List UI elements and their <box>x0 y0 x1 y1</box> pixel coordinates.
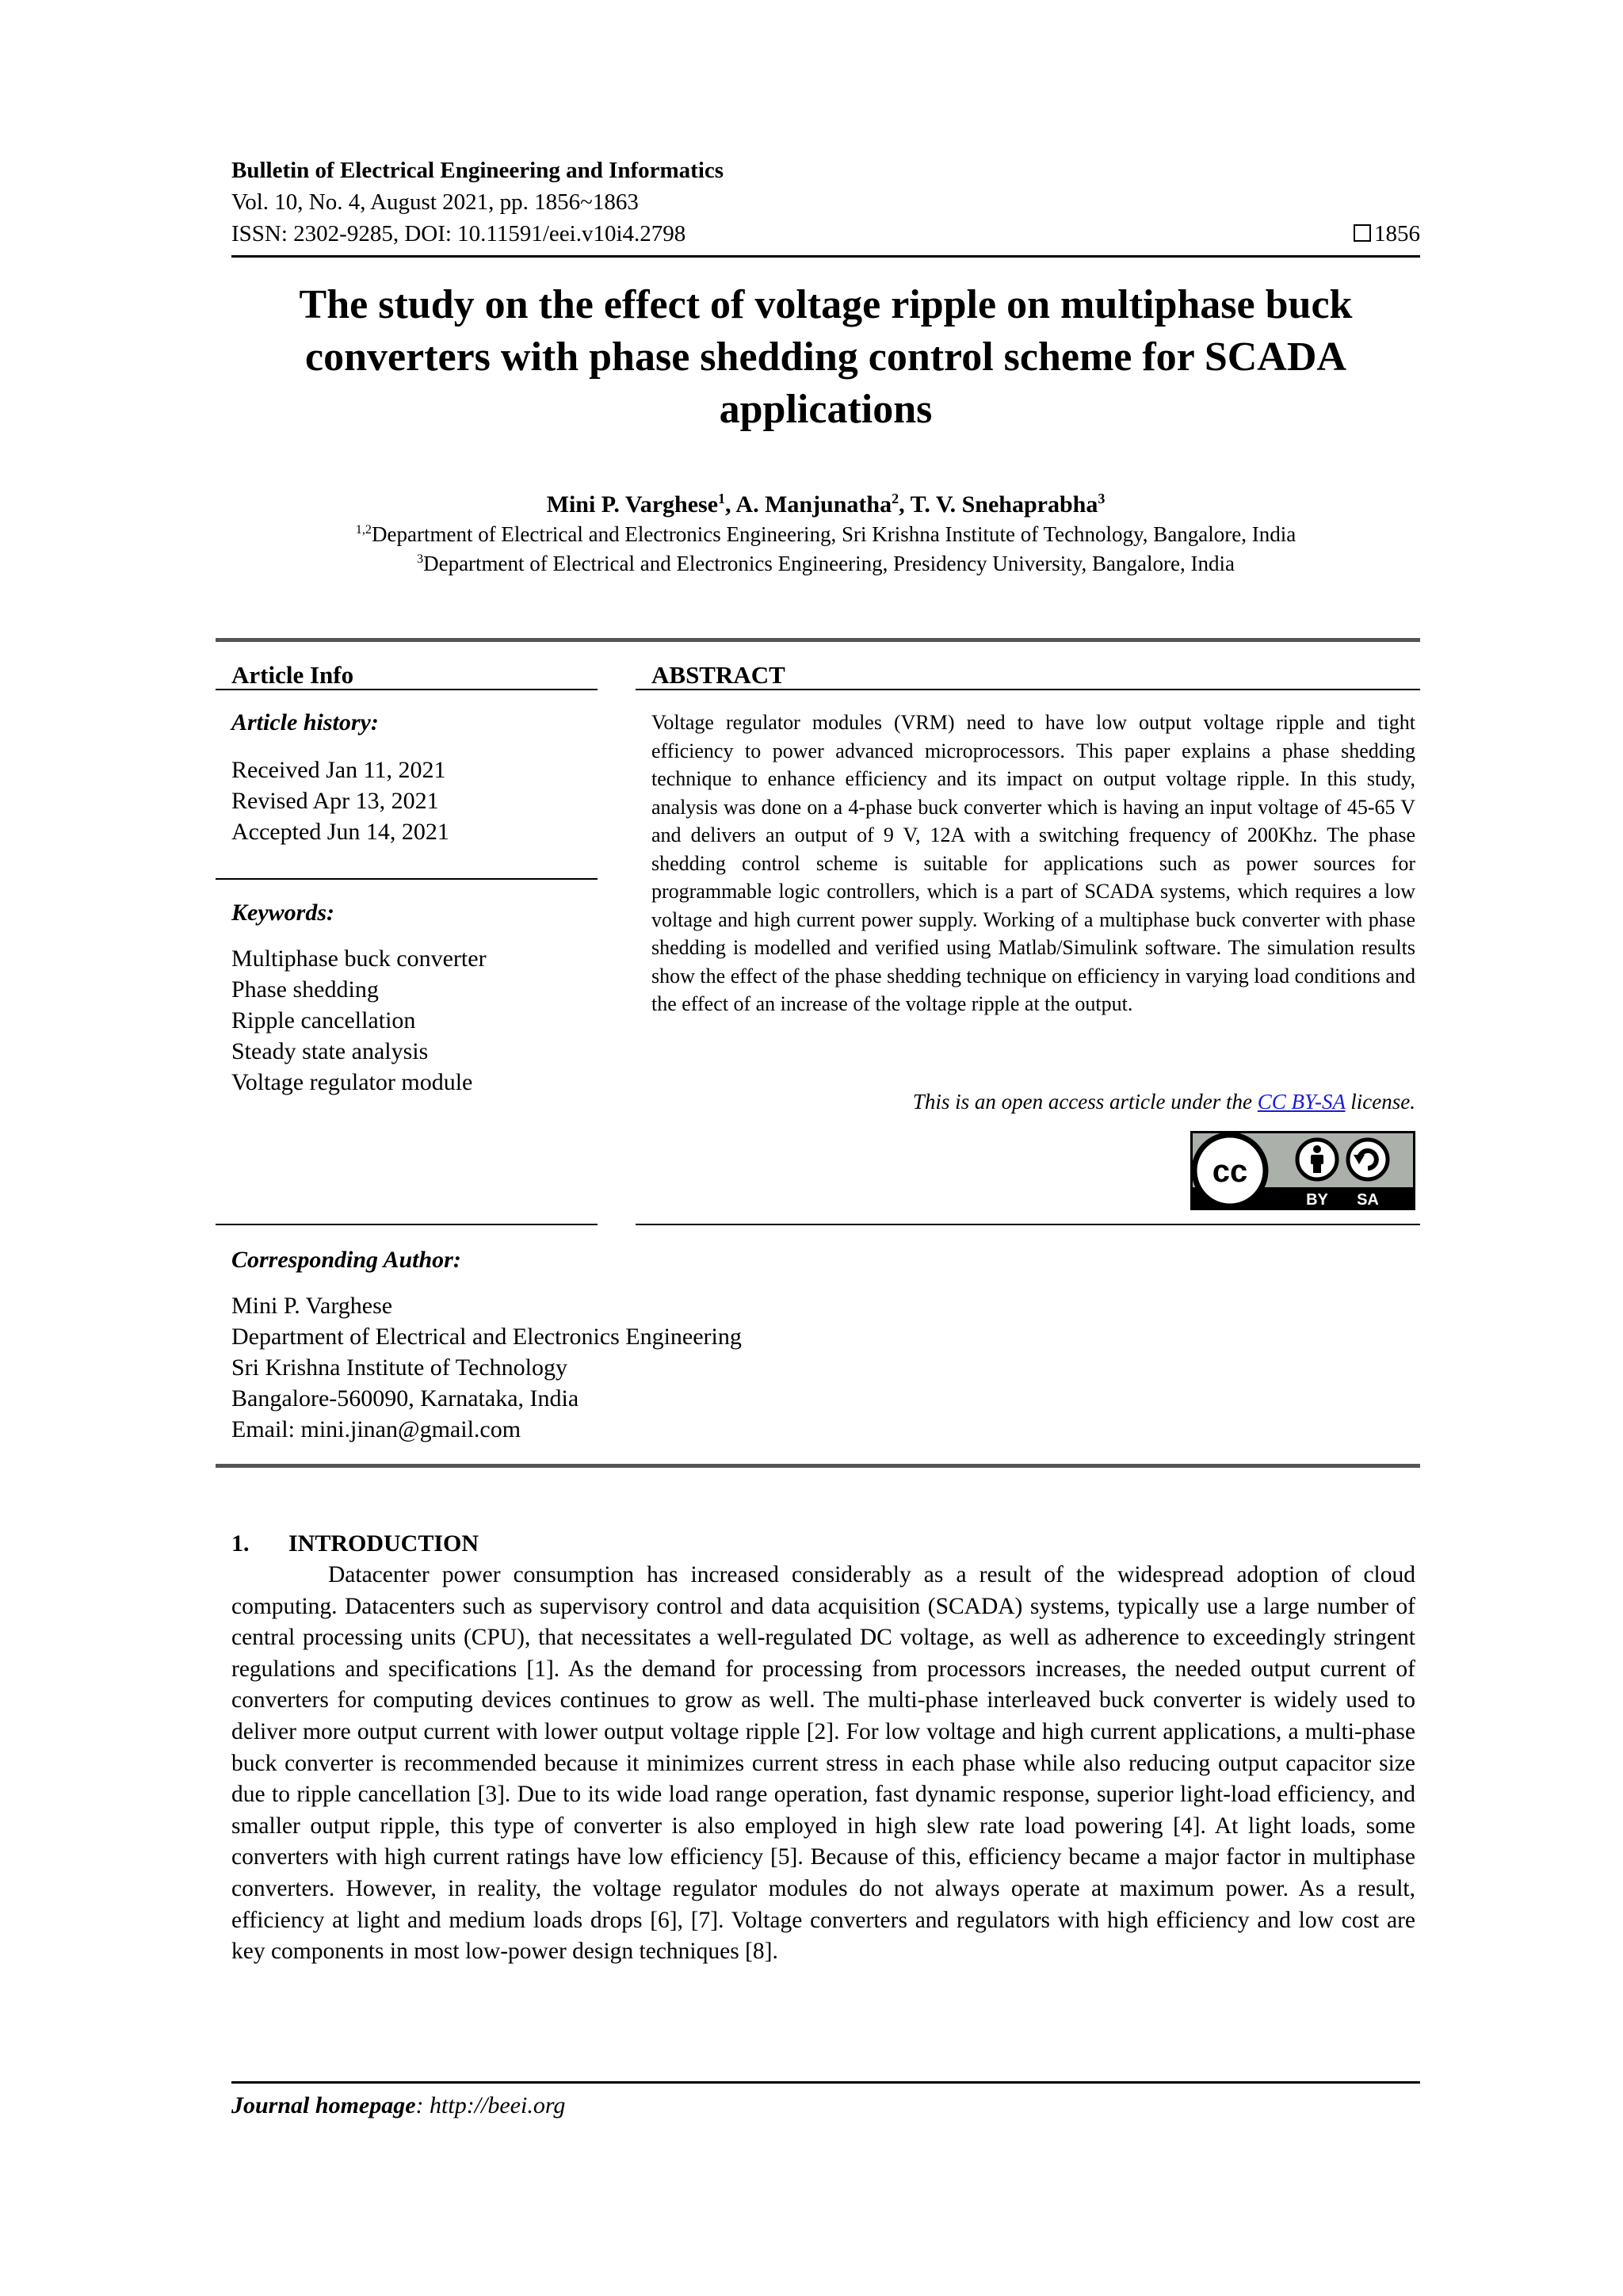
corresponding-email: Email: mini.jinan@gmail.com <box>231 1416 521 1442</box>
keywords-rule <box>216 878 598 880</box>
homepage-label: Journal homepage <box>231 2092 416 2118</box>
issn-line: ISSN: 2302-9285, DOI: 10.11591/eei.v10i4.2798 <box>231 221 686 246</box>
license-suffix: license. <box>1345 1090 1415 1114</box>
author: Mini P. Varghese <box>546 491 719 518</box>
journal-homepage <box>231 2090 565 2122</box>
accepted-date: Accepted Jun 14, 2021 <box>231 819 449 845</box>
attribution-icon <box>1297 1140 1337 1179</box>
square-icon <box>1354 224 1371 242</box>
affiliation-text: Department of Electrical and Electronics Engineering, Sri Krishna Institute of Technology, Bangalore, India <box>372 522 1296 546</box>
svg-text:cc: cc <box>1212 1154 1248 1189</box>
section-number: 1. <box>231 1530 250 1557</box>
history-dates <box>231 755 449 847</box>
corresponding-dept: Department of Electrical and Electronics Engineering <box>231 1324 742 1350</box>
authors: Mini P. Varghese$^1$, A. Manjunatha$^2$, T. V. Snehaprabha$^3$ <box>546 491 1106 518</box>
affiliations <box>231 520 1420 579</box>
abstract-text: Voltage regulator modules (VRM) need to have low output voltage ripple and tight efficiency to power advanced microprocessors. This paper explains a phase shedding technique to enhance efficiency and its impact on output voltage ripple. In this study, analysis was done on a 4-phase buck converter which is having an input voltage of 45-65 V and delivers an output of 9 V, 12A with a switching frequency of 200Khz. The phase shedding control scheme is suitable for applications such as power sources for programmable logic controllers, which is a part of SCADA systems, which requires a low voltage and high current power supply. Working of a multiphase buck converter with phase shedding is modelled and verified using Matlab/Simulink software. The simulation results show the effect of the phase shedding technique on efficiency in varying load conditions and the effect of an increase of the voltage ripple at the output. <box>651 711 1415 1015</box>
badge-sa-label: SA <box>1357 1191 1379 1209</box>
section-title: INTRODUCTION <box>288 1530 479 1557</box>
author-sup: 1 <box>718 491 726 506</box>
info-bottom-rule <box>216 1464 1420 1468</box>
keywords-label: Keywords: <box>231 900 334 926</box>
received-date: Received Jan 11, 2021 <box>231 757 446 783</box>
keyword-item: Voltage regulator module <box>231 1069 473 1095</box>
cc-by-sa-link[interactable]: CC BY-SA <box>1257 1090 1346 1114</box>
introduction-heading <box>231 1528 479 1560</box>
article-history-label: Article history: <box>231 709 379 735</box>
revised-date: Revised Apr 13, 2021 <box>231 788 439 814</box>
info-top-rule <box>216 638 1420 642</box>
affiliation <box>231 549 1420 579</box>
author: T. V. Snehaprabha <box>910 491 1098 518</box>
journal-name: Bulletin of Electrical Engineering and Informatics <box>231 158 724 183</box>
affiliation-sup: 3 <box>417 552 424 566</box>
volume-line: Vol. 10, No. 4, August 2021, pp. 1856~1863 <box>231 189 639 215</box>
keyword-item: Phase shedding <box>231 976 379 1003</box>
affiliation-text: Department of Electrical and Electronics Engineering, Presidency University, Bangalore, India <box>423 552 1235 575</box>
cc-icon <box>1194 1135 1266 1206</box>
page-number-value: 1856 <box>1374 221 1420 246</box>
author: A. Manjunatha <box>735 491 892 518</box>
abstract-heading: ABSTRACT <box>651 661 785 689</box>
corresponding-details <box>231 1290 742 1445</box>
share-alike-icon <box>1348 1140 1388 1179</box>
author-sup: 2 <box>892 491 899 506</box>
article-info-heading: Article Info <box>231 661 354 689</box>
author-sup: 3 <box>1098 491 1106 506</box>
keyword-item: Steady state analysis <box>231 1038 429 1064</box>
affiliation-sup: 1,2 <box>355 522 372 537</box>
corresponding-name: Mini P. Varghese <box>231 1293 393 1319</box>
introduction-text: Datacenter power consumption has increased considerably as a result of the widespread adoption of cloud computing. Datacenters such as supervisory control and data acquisition (SCADA) systems, typically use a large number of central processing units (CPU), that necessitates a well-regulated DC voltage, as well as adherence to exceedingly stringent regulations and specifications [1]. As the demand for processing from processors increases, the needed output current of converters for computing devices continues to grow as well. The multi-phase interleaved buck converter is widely used to deliver more output current with lower output voltage ripple [2]. For low voltage and high current applications, a multi-phase buck converter is recommended because it minimizes current stress in each phase while also reducing output capacitor size due to ripple cancellation [3]. Due to its wide load range operation, fast dynamic response, superior light-load efficiency, and smaller output ripple, this type of converter is also employed in high slew rate load powering [4]. At light loads, some converters with high current ratings have low efficiency [5]. Because of this, efficiency became a major factor in multiphase converters. However, in reality, the voltage regulator modules do not always operate at maximum power. As a result, efficiency at light and medium loads drops [6], [7]. Voltage converters and regulators with high efficiency and low cost are key components in most low-power design techniques [8]. <box>231 1562 1415 1965</box>
cc-by-sa-badge[interactable] <box>1190 1131 1415 1210</box>
affiliation <box>231 520 1420 549</box>
keyword-item: Multiphase buck converter <box>231 946 487 972</box>
homepage-url[interactable]: : http://beei.org <box>415 2092 566 2118</box>
footer-rule <box>231 2081 1420 2084</box>
keywords-list <box>231 943 487 1098</box>
license-prefix: This is an open access article under the <box>912 1090 1258 1114</box>
corresponding-label: Corresponding Author: <box>231 1247 461 1273</box>
left-bottom-rule <box>216 1224 598 1225</box>
header-rule <box>231 255 1420 258</box>
paper-title: The study on the effect of voltage ripple on multiphase buck converters with phase shedding control scheme for SCADA applications <box>299 282 1353 432</box>
introduction-paragraph <box>231 1560 1415 1968</box>
right-bottom-rule <box>636 1224 1420 1225</box>
keyword-item: Ripple cancellation <box>231 1007 416 1033</box>
license-line <box>651 1087 1415 1116</box>
corresponding-address: Bangalore-560090, Karnataka, India <box>231 1385 579 1412</box>
badge-by-label: BY <box>1306 1191 1328 1209</box>
page-number <box>1354 218 1420 250</box>
journal-header <box>231 155 724 250</box>
corresponding-institution: Sri Krishna Institute of Technology <box>231 1354 567 1381</box>
